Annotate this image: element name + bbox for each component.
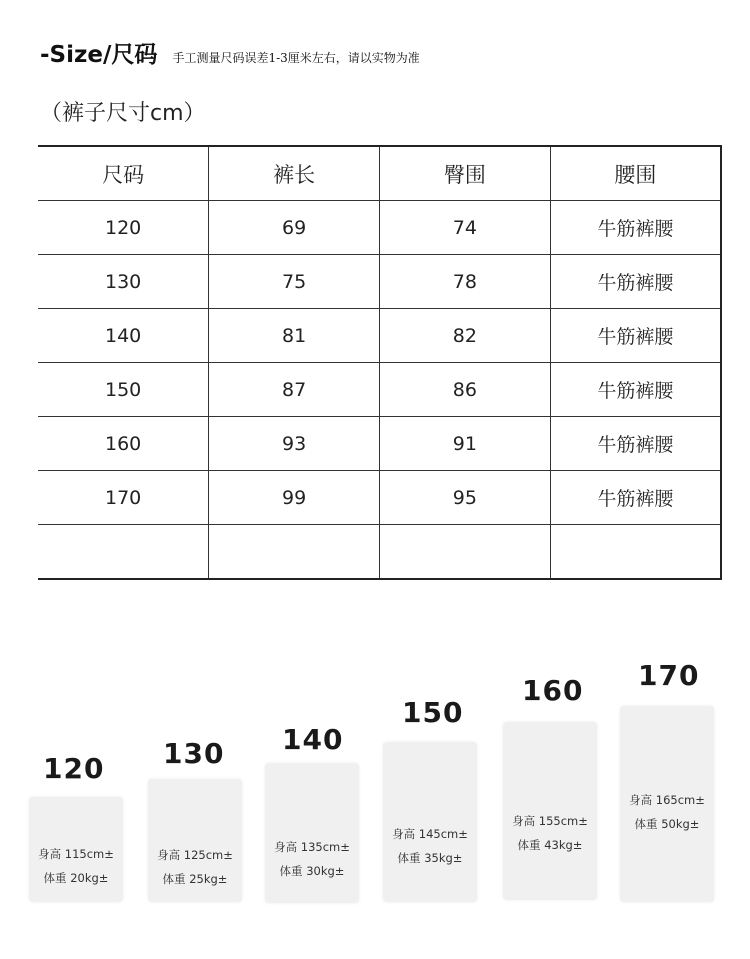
card-weight: 体重 25kg± (162, 872, 228, 886)
table-row (38, 363, 721, 417)
card-height: 身高 135cm± (274, 840, 350, 854)
card-height: 身高 115cm± (38, 847, 114, 861)
table-row (38, 309, 721, 363)
card-weight: 体重 30kg± (279, 864, 345, 878)
cell-size: 140 (38, 309, 209, 363)
cell-waist: 牛筋裤腰 (550, 309, 721, 363)
table-row (38, 255, 721, 309)
card-height: 身高 155cm± (512, 814, 588, 828)
card-body (383, 742, 477, 902)
card-weight: 体重 20kg± (43, 871, 109, 885)
cell-size: 130 (38, 255, 209, 309)
header-hip: 臀围 (380, 146, 551, 201)
cell-waist: 牛筋裤腰 (550, 471, 721, 525)
cell-pants-length: 93 (209, 417, 380, 471)
cell-size: 120 (38, 201, 209, 255)
card-height: 身高 145cm± (392, 827, 468, 841)
card-weight: 体重 35kg± (397, 851, 463, 865)
cell-size (38, 525, 209, 580)
card-body (503, 722, 597, 900)
cell-hip: 86 (380, 363, 551, 417)
cell-pants-length: 75 (209, 255, 380, 309)
card-size-label: 140 (282, 723, 344, 756)
cell-waist: 牛筋裤腰 (550, 201, 721, 255)
cell-hip: 82 (380, 309, 551, 363)
table-subtitle: （裤子尺寸cm） (40, 101, 206, 126)
card-size-label: 160 (522, 674, 584, 707)
cell-pants-length (209, 525, 380, 580)
measurement-note: 手工测量尺码误差1-3厘米左右，请以实物为准 (172, 51, 420, 65)
cell-pants-length: 69 (209, 201, 380, 255)
cell-pants-length: 87 (209, 363, 380, 417)
cell-waist: 牛筋裤腰 (550, 417, 721, 471)
card-size-label: 170 (638, 659, 700, 692)
card-info (620, 788, 714, 836)
cell-waist: 牛筋裤腰 (550, 363, 721, 417)
cell-waist (550, 525, 721, 580)
cell-hip: 78 (380, 255, 551, 309)
card-height: 身高 165cm± (629, 793, 705, 807)
card-info (265, 835, 359, 883)
cell-pants-length: 99 (209, 471, 380, 525)
cell-size: 150 (38, 363, 209, 417)
card-body (148, 779, 242, 902)
table-header-row (38, 146, 721, 201)
card-body (265, 763, 359, 903)
cell-hip: 95 (380, 471, 551, 525)
card-weight: 体重 43kg± (517, 838, 583, 852)
cell-size: 160 (38, 417, 209, 471)
table-row (38, 201, 721, 255)
cell-hip: 91 (380, 417, 551, 471)
card-size-label: 130 (163, 737, 225, 770)
header-pants-length: 裤长 (209, 146, 380, 201)
table-row-empty (38, 525, 721, 580)
header-waist: 腰围 (550, 146, 721, 201)
card-size-label: 150 (402, 696, 464, 729)
size-table (38, 145, 722, 580)
cell-hip (380, 525, 551, 580)
card-body (620, 706, 714, 902)
size-title: -Size/尺码 (40, 42, 158, 68)
cell-size: 170 (38, 471, 209, 525)
card-weight: 体重 50kg± (634, 817, 700, 831)
header-size: 尺码 (38, 146, 209, 201)
cell-hip: 74 (380, 201, 551, 255)
card-info (383, 822, 477, 870)
card-body (29, 797, 123, 902)
cell-waist: 牛筋裤腰 (550, 255, 721, 309)
table-row (38, 417, 721, 471)
card-height: 身高 125cm± (157, 848, 233, 862)
table-row (38, 471, 721, 525)
cell-pants-length: 81 (209, 309, 380, 363)
card-info (148, 843, 242, 891)
card-size-label: 120 (43, 752, 105, 785)
page-header (40, 36, 420, 69)
card-info (29, 842, 123, 890)
card-info (503, 809, 597, 857)
